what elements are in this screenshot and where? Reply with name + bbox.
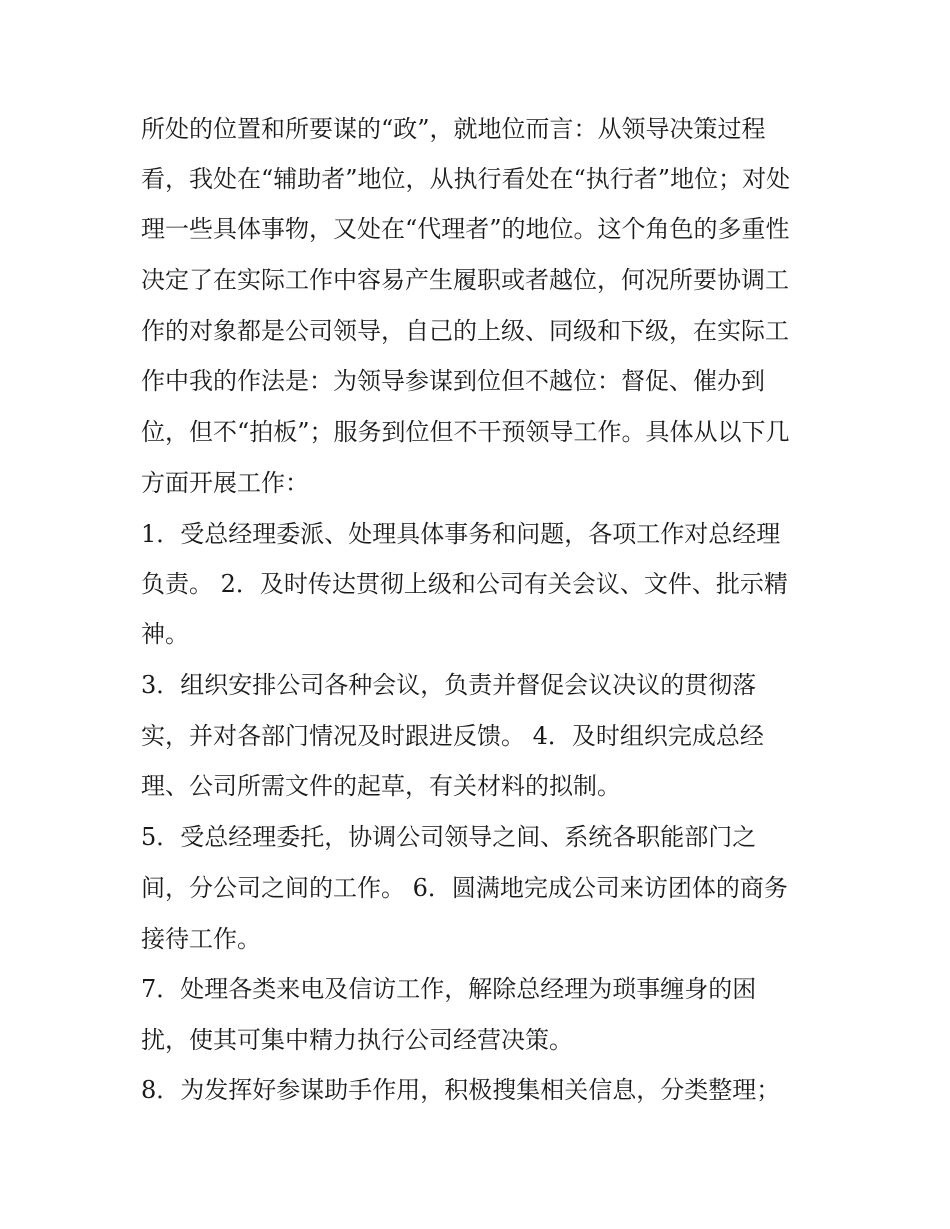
- list-item-text: 实，并对各部门情况及时跟进反馈。 4．及时组织完成总经: [141, 722, 764, 750]
- text-line: 决定了在实际工作中容易产生履职或者越位，何况所要协调工: [141, 266, 789, 294]
- list-item-text: 3．组织安排公司各种会议，负责并督促会议决议的贯彻落: [141, 671, 757, 699]
- list-item-text: 7．处理各类来电及信访工作，解除总经理为琐事缠身的困: [141, 975, 757, 1003]
- text-line: 作的对象都是公司领导，自己的上级、同级和下级，在实际工: [141, 317, 789, 345]
- text-line: 作中我的作法是：为领导参谋到位但不越位：督促、催办到: [141, 367, 765, 395]
- text-line: 位，但不“拍板”；服务到位但不干预领导工作。具体从以下几: [141, 418, 790, 446]
- list-item-text: 1．受总经理委派、处理具体事务和问题，各项工作对总经理: [141, 520, 781, 548]
- text-line: 所处的位置和所要谋的“政”，就地位而言：从领导决策过程: [141, 115, 766, 143]
- list-item-text: 5．受总经理委托，协调公司领导之间、系统各职能部门之: [141, 823, 757, 851]
- text-line: 方面开展工作：: [141, 469, 309, 497]
- list-item-text: 8．为发挥好参谋助手作用，积极搜集相关信息，分类整理；: [141, 1076, 781, 1104]
- list-item-text: 间，分公司之间的工作。 6．圆满地完成公司来访团体的商务: [141, 874, 788, 902]
- list-item-text: 神。: [141, 620, 189, 648]
- list-item-text: 接待工作。: [141, 925, 261, 953]
- list-item-text: 负责。 2．及时传达贯彻上级和公司有关会议、文件、批示精: [141, 570, 788, 598]
- text-line: 理一些具体事物，又处在“代理者”的地位。这个角色的多重性: [141, 215, 790, 243]
- list-item-text: 扰，使其可集中精力执行公司经营决策。: [141, 1026, 573, 1054]
- list-item-text: 理、公司所需文件的起草，有关材料的拟制。: [141, 772, 621, 800]
- text-line: 看，我处在“辅助者”地位，从执行看处在“执行者”地位；对处: [141, 165, 791, 193]
